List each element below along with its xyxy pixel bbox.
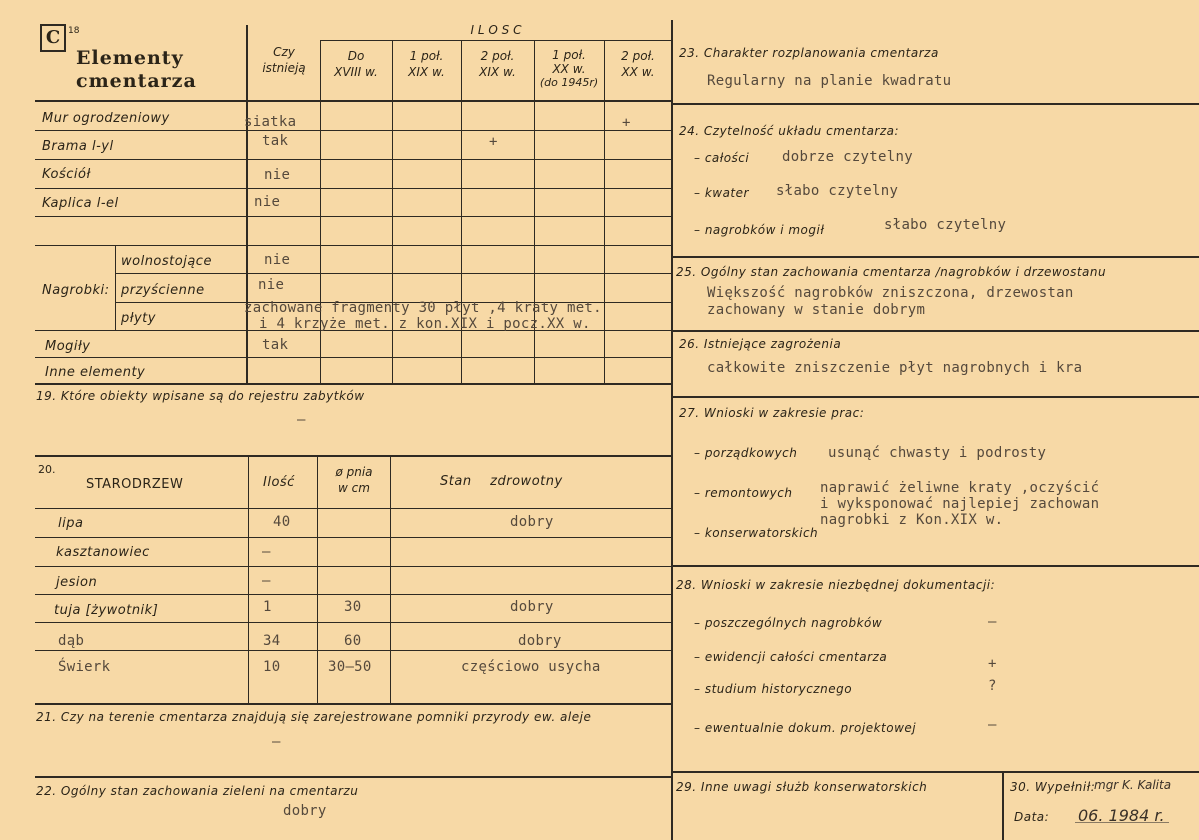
tree-count-6: 10 (263, 659, 281, 675)
row-label-fence: Mur ogrodzeniowy (42, 111, 170, 126)
period-3-line1: 2 poł. (480, 49, 515, 63)
row-mark-gate: + (489, 134, 498, 150)
section-letter-box (40, 24, 66, 52)
field23-value: Regularny na planie kwadratu (707, 73, 952, 89)
trees-col-diam-line2: w cm (338, 481, 370, 495)
field25-value-line2: zachowany w stanie dobrym (707, 302, 926, 318)
field24-item1-value: dobrze czytelny (782, 149, 913, 165)
row-label-other: Inne elementy (45, 365, 146, 380)
row-label-chapel: Kaplica l-el (42, 196, 119, 211)
row-mark-fence: + (622, 115, 631, 131)
tree-name-6: Świerk (58, 659, 111, 675)
field22-label: 22. Ogólny stan zachowania zieleni na cmentarzu (36, 784, 359, 798)
tree-health-4: dobry (510, 599, 554, 615)
period-4-line3: (do 1945r) (539, 76, 599, 89)
field22-value: dobry (283, 803, 327, 819)
row-label-church: Kościół (42, 167, 91, 182)
field27-label: 27. Wnioski w zakresie prac: (679, 406, 865, 420)
row-value-freestanding: nie (264, 252, 291, 268)
row-label-freestanding: wolnostojące (121, 254, 212, 269)
tree-diam-5: 60 (344, 633, 362, 649)
field24-item3-label: – nagrobków i mogił (694, 223, 825, 237)
period-1-line1: Do (347, 49, 365, 63)
trees-col-diam-line1: ø pnia (335, 465, 373, 479)
tree-count-2: – (262, 544, 271, 560)
field30-label: 30. Wypełnił: (1010, 780, 1096, 794)
col-exists-line2: istnieją (262, 61, 306, 75)
row-value-graves: tak (262, 337, 289, 353)
field19-value: – (297, 412, 306, 428)
field24-item3-value: słabo czytelny (884, 217, 1007, 233)
form-title-line2: cmentarza (76, 70, 197, 92)
field24-item2-label: – kwater (694, 186, 749, 200)
field24-item1-label: – całości (694, 151, 750, 165)
period-header-3 (461, 48, 534, 80)
period-1-line2: XVIII w. (334, 65, 378, 79)
row-label-tombs: Nagrobki: (42, 283, 110, 298)
tree-diam-6: 30–50 (328, 659, 372, 675)
period-header-4 (534, 48, 604, 90)
tree-name-4: tuja [żywotnik] (54, 603, 159, 618)
field28-item3-mark: ? (988, 678, 997, 694)
row-value-slabs-line1: zachowane fragmenty 30 płyt ,4 kraty met. (244, 300, 602, 316)
trees-col-diam (318, 464, 390, 496)
quantity-header: I L O S C (470, 23, 522, 37)
field26-value: całkowite zniszczenie płyt nagrobnych i kra (707, 360, 1083, 376)
section-letter: C (45, 27, 61, 48)
tree-count-3: – (262, 573, 271, 589)
field28-item3-label: – studium historycznego (694, 682, 853, 696)
field30-date-label: Data: (1014, 810, 1050, 824)
trees-col-health: Stan zdrowotny (440, 474, 563, 489)
field24-item2-value: słabo czytelny (776, 183, 899, 199)
section-number: 18 (68, 26, 80, 36)
field25-value-line1: Większość nagrobków zniszczona, drzewostan (707, 285, 1074, 301)
row-label-slabs: płyty (121, 311, 156, 326)
period-5-line2: XX w. (621, 65, 655, 79)
row-value-wall-tombs: nie (258, 277, 285, 293)
row-label-gate: Brama l-yl (42, 139, 114, 154)
field27-rem-line3: nagrobki z Kon.XIX w. (820, 512, 1004, 528)
col-exists-header (248, 44, 320, 76)
period-header-5 (604, 48, 672, 80)
field28-item2-mark: + (988, 656, 997, 672)
field30-date-value: 06. 1984 r. (1078, 806, 1165, 825)
field27-porz-label: – porządkowych (694, 446, 798, 460)
row-value-fence: siatka (244, 114, 297, 130)
period-header-1 (320, 48, 392, 80)
tree-name-3: jesion (56, 575, 98, 590)
tree-health-1: dobry (510, 514, 554, 530)
field25-label: 25. Ogólny stan zachowania cmentarza /nagrobków i drzewostanu (676, 265, 1107, 279)
trees-col-count: Ilość (263, 475, 295, 490)
tree-count-4: 1 (263, 599, 272, 615)
tree-health-5: dobry (518, 633, 562, 649)
col-exists-line1: Czy (273, 45, 295, 59)
period-2-line1: 1 poł. (409, 49, 444, 63)
tree-health-6: częściowo usycha (461, 659, 601, 675)
row-label-graves: Mogiły (45, 339, 91, 354)
period-2-line2: XIX w. (408, 65, 445, 79)
trees-col-name: STARODRZEW (86, 477, 184, 492)
period-3-line2: XIX w. (479, 65, 516, 79)
tree-count-1: 40 (273, 514, 291, 530)
tree-name-1: lipa (58, 516, 84, 531)
field21-value: – (272, 734, 281, 750)
row-label-wall-tombs: przyścienne (121, 283, 205, 298)
field21-label: 21. Czy na terenie cmentarza znajdują się zarejestrowane pomniki przyrody ew. aleje (36, 710, 592, 724)
field26-label: 26. Istniejące zagrożenia (679, 337, 842, 351)
period-4-line2: XX w. (552, 62, 586, 76)
field19-label: 19. Które obiekty wpisane są do rejestru zabytków (36, 389, 365, 403)
field27-rem-line1: naprawić żeliwne kraty ,oczyścić (820, 480, 1100, 496)
tree-name-2: kasztanowiec (56, 545, 150, 560)
row-value-chapel: nie (254, 194, 281, 210)
tree-count-5: 34 (263, 633, 281, 649)
field27-porz-value: usunąć chwasty i podrosty (828, 445, 1047, 461)
period-header-2 (392, 48, 461, 80)
field29-label: 29. Inne uwagi służb konserwatorskich (676, 780, 928, 794)
field27-rem-line2: i wyksponować najlepiej zachowan (820, 496, 1100, 512)
field28-item2-label: – ewidencji całości cmentarza (694, 650, 888, 664)
field28-item1-label: – poszczególnych nagrobków (694, 616, 883, 630)
field28-item4-label: – ewentualnie dokum. projektowej (694, 721, 917, 735)
field28-label: 28. Wnioski w zakresie niezbędnej dokumentacji: (676, 578, 996, 592)
field28-item1-mark: – (988, 614, 997, 630)
field24-label: 24. Czytelność układu cmentarza: (679, 124, 900, 138)
field28-item4-mark: – (988, 717, 997, 733)
row-value-church: nie (264, 167, 291, 183)
trees-number: 20. (38, 463, 56, 476)
row-value-slabs-line2: i 4 krzyże met. z kon.XIX i pocz.XX w. (259, 316, 591, 332)
period-4-line1: 1 poł. (552, 48, 586, 62)
tree-name-5: dąb (58, 633, 85, 649)
field27-rem-label: – remontowych (694, 486, 793, 500)
field27-kons-label: – konserwatorskich (694, 526, 819, 540)
period-5-line1: 2 poł. (621, 49, 655, 63)
tree-diam-4: 30 (344, 599, 362, 615)
field30-signature: mgr K. Kalita (1094, 778, 1172, 792)
form-title-line1: Elementy (76, 47, 184, 69)
row-value-gate: tak (262, 133, 289, 149)
field23-label: 23. Charakter rozplanowania cmentarza (679, 46, 939, 60)
